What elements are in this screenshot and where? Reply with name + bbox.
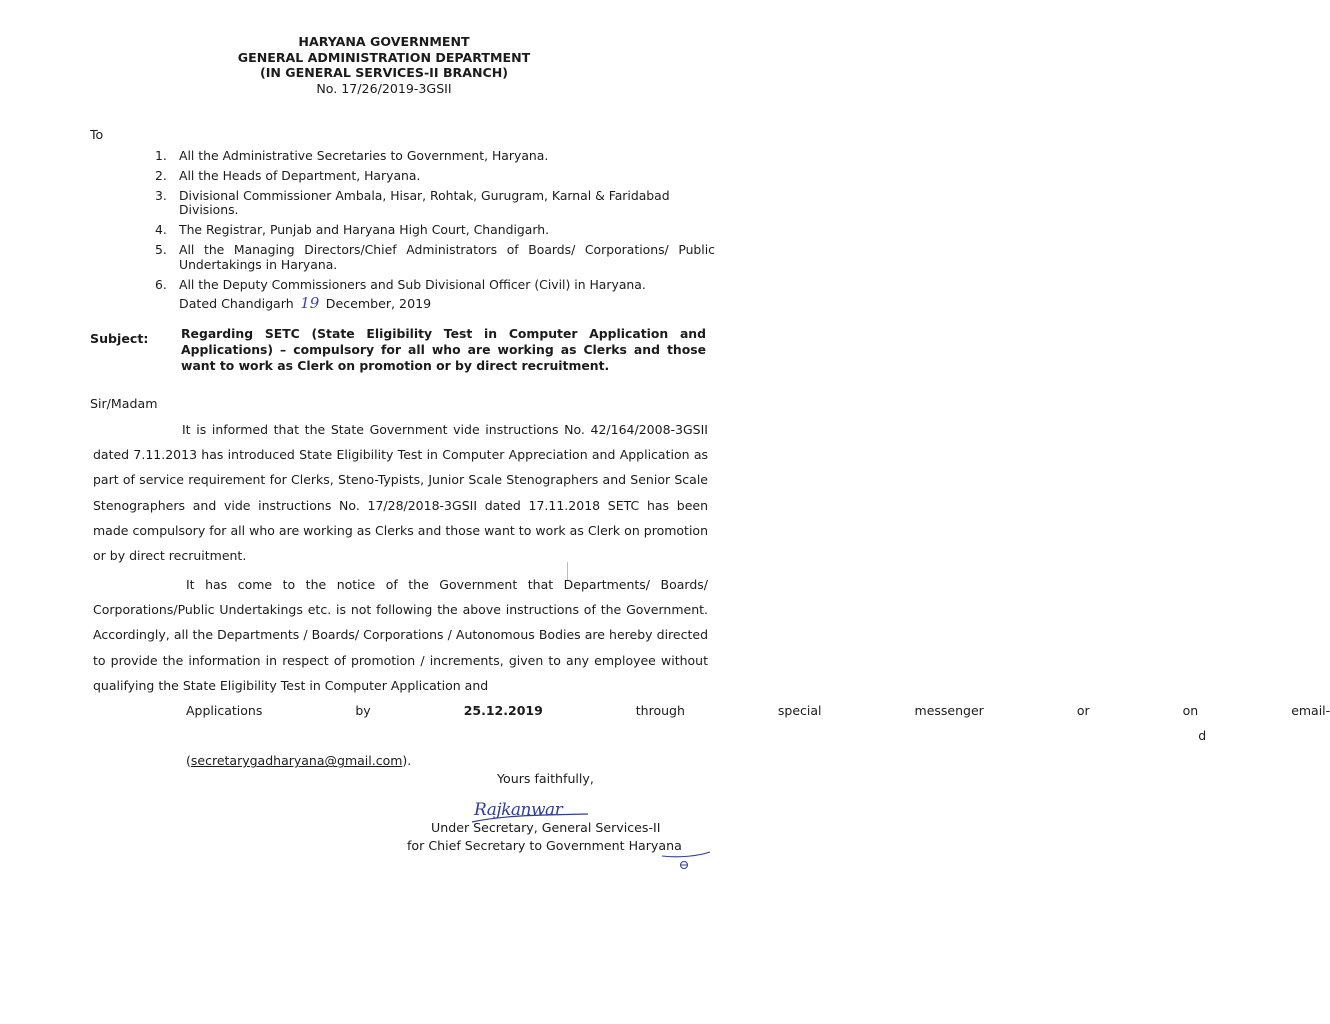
recipient-item: [155, 149, 715, 163]
recipient-item: [155, 278, 715, 292]
email-line: [93, 748, 708, 773]
recipient-number: 6.: [155, 276, 167, 292]
recipient-item: [155, 243, 715, 272]
email-close-paren: ).: [402, 753, 412, 769]
body-paragraph-1: It is informed that the State Government vide instructions No. 42/164/2008-3GSII dated 7.11.2013 has introduced State Eligibility Test in Computer Appreciation and Application as part of service requirement for Clerks, Steno-Typists, Junior Scale Stenographers and Senior Scale Stenographers and vide instructions No. 17/28/2018-3GSII dated 17.11.2018 SETC has been made compulsory for all who are working as Clerks and those want to work as Clerk on promotion or by direct recruitment.: [93, 422, 708, 564]
header-reference-number: No. 17/26/2019-3GSII: [316, 80, 452, 96]
recipient-list: [155, 149, 715, 298]
recipient-number: 5.: [155, 242, 167, 258]
word: special: [777, 703, 822, 719]
dated-month-year: December, 2019: [325, 296, 432, 311]
recipient-text: All the Deputy Commissioners and Sub Divisional Officer (Civil) in Haryana.: [179, 276, 646, 292]
signer-on-behalf: for Chief Secretary to Government Haryana: [407, 838, 682, 853]
handwritten-signature: Rajkanwar: [474, 800, 563, 820]
header-department: GENERAL ADMINISTRATION DEPARTMENT: [237, 49, 531, 65]
recipient-text: Divisional Commissioner Ambala, Hisar, Rohtak, Gurugram, Karnal & Faridabad Divisions.: [179, 188, 670, 218]
dated-day-handwritten: 19: [300, 294, 320, 312]
recipient-number: 1.: [155, 148, 167, 163]
word: or: [1076, 703, 1090, 719]
header-government: HARYANA GOVERNMENT: [298, 34, 470, 49]
word: through: [635, 703, 685, 719]
recipient-text: The Registrar, Punjab and Haryana High Court, Chandigarh.: [179, 222, 550, 238]
letter-header: [0, 34, 768, 96]
deadline-date: 25.12.2019: [463, 703, 543, 719]
recipient-text: All the Managing Directors/Chief Administrators of Boards/ Corporations/ Public Undertakings in Haryana.: [179, 242, 715, 272]
word: email-d: [1198, 703, 1330, 744]
paragraph-2-text: It has come to the notice of the Government that Departments/ Boards/ Corporations/Public Undertakings etc. is not following the above instructions of the Government. Accordingly, all the Departments / Boards/ Corporations / Autonomous Bodies are hereby directed to provide the information in respect of promotion / increments, given to any employee without qualifying the State Eligibility Test in Computer Application and: [93, 577, 708, 693]
recipient-number: 3.: [155, 188, 167, 203]
header-branch: (IN GENERAL SERVICES-II BRANCH): [259, 65, 509, 81]
salutation: Sir/Madam: [90, 396, 158, 411]
recipient-item: [155, 169, 715, 183]
signature-underline-mark: [660, 846, 712, 874]
subject-text: Regarding SETC (State Eligibility Test in Computer Application and Applications) – compulsory for all who are working as Clerks and those want to work as Clerk on promotion or by direct recruitment.: [181, 326, 706, 374]
word: by: [355, 703, 371, 719]
body-paragraph-2: [93, 572, 1330, 774]
recipient-number: 4.: [155, 222, 167, 238]
word: messenger: [914, 703, 984, 719]
word: Applications: [186, 703, 263, 719]
email-open-paren: (: [186, 753, 191, 769]
paragraph-2-deadline-line: [93, 698, 1330, 748]
recipient-text: All the Heads of Department, Haryana.: [179, 168, 421, 183]
signer-designation: Under Secretary, General Services-II: [431, 820, 661, 835]
recipient-number: 2.: [155, 168, 167, 183]
closing: Yours faithfully,: [497, 771, 594, 786]
email-link[interactable]: secretarygadharyana@gmail.com: [190, 753, 403, 769]
to-label: To: [90, 127, 104, 142]
recipient-item: [155, 223, 715, 237]
word: on: [1182, 703, 1199, 719]
dated-place: Dated Chandigarh: [179, 296, 294, 311]
subject-label: Subject:: [90, 331, 149, 346]
recipient-text: All the Administrative Secretaries to Government, Haryana.: [179, 148, 549, 163]
dated-line: [179, 294, 431, 312]
recipient-item: [155, 189, 715, 218]
